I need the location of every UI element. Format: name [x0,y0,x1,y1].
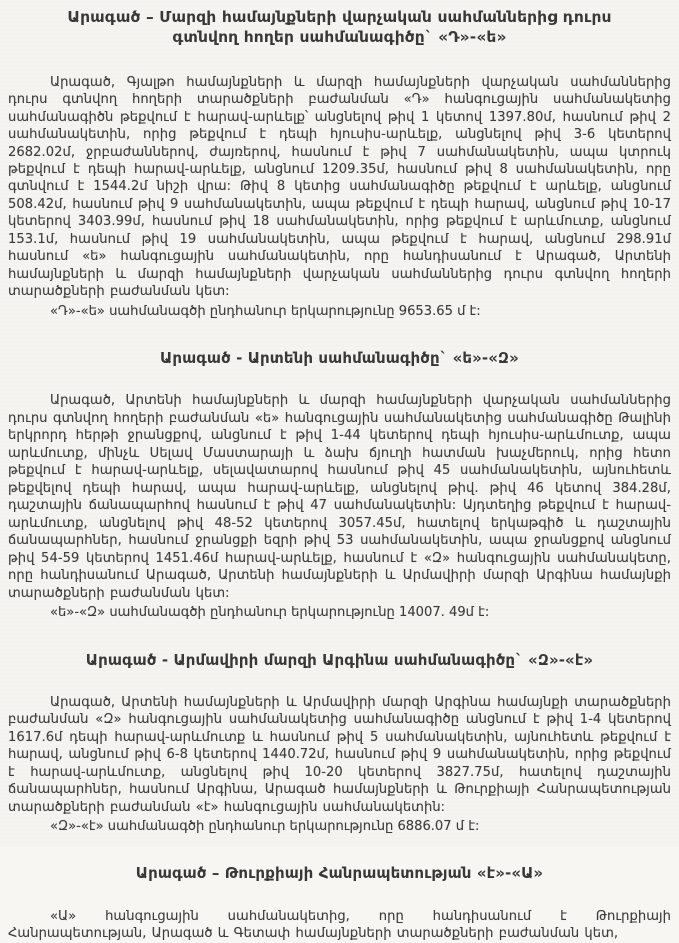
section-total-length: «ե»-«Զ» սահմանագծի ընդհանուր երկարությունը 14007. 49մ է: [50,605,490,621]
section-e-a [8,862,671,942]
section-e-z [8,347,671,621]
section-z-e [8,649,671,836]
section-paragraph: Արագած, Արտենի համայնքների և Արմավիրի մարզի Արգինա համայնքի տարածքների բաժանման «Զ» հանգուցային սահմանակետից սահմանագիծը անցնում է թիվ 1-4 կետերով 1617.6մ դեպի հարավ-արևմուտք և հասնում թիվ 5 սահմանակետին, այնուհետև թեքվում է հարավ, անցնում թիվ 6-8 կետերով 1440.72մ, հասնում թիվ 9 սահմանակետին, որից թեքվում է հարավ-արևմուտք, անցնելով թիվ 10-20 կետերով 3827.75մ, հատելով դաշտային ճանապարհներ, հասնում Արգինա, Արագած համայնքների և Թուրքիայի Հանրապետության տարածքների բաժանման «է» հանգուցային սահմանակետին: [8,694,671,815]
section-heading: Արագած - Արտենի սահմանագիծը` «ե»-«Զ» [160,349,519,368]
section-heading: Արագած – Թուրքիայի Հանրապետության «է»-«Ա» [135,864,544,883]
section-paragraph: Արագած, Գյալթո համայնքների և մարզի համայնքների վարչական սահմաններից դուրս գտնվող հողերի տարածքների բաժանման «Դ» հանգուցային սահմանակետից սահմանագիծն թեքվում է հարավ-արևելք՝ անցնելով թիվ 1 կետով 1397.80մ, հասնում թիվ 2 սահմանակետին, որից թեքվում է դեպի հյուսիս-արևելք, անցնելով թիվ 3-6 կետերով 2682.02մ, ջրբաժաններով, ժայռերով, հասնում է թիվ 7 սահմանակետին, ապա կտրուկ թեքվում է դեպի հարավ-արևելք, անցնում 1209.35մ, հասնում թիվ 8 սահմանակետին, որը գտնվում է 1544.2մ նիշի վրա: Թիվ 8 կետից սահմանագիծը թեքվում է արևելք, անցնում 508.42մ, հասնում թիվ 9 սահմանակետին, ապա թեքվում է դեպի հարավ, անցնում թիվ 10-17 կետերով 3403.99մ, հասնում թիվ 18 սահմանակետին, որից թեքվում է արևմուտք, անցնում 153.1մ, հասնում թիվ 19 սահմանակետին, ապա թեքվում է հարավ, անցնում 298.91մ հասնում «ե» հանգուցային սահմանակետին, որը հանդիսանում է Արագած, Արտենի համայնքների և մարզի համայնքների վարչական սահմաններից դուրս գտնվող հողերի տարածքների բաժանման կետ: [8,74,671,300]
section-d-e [8,6,671,320]
section-heading: Արագած – Մարզի համայնքների վարչական սահմաններից դուրս գտնվող հողեր սահմանագիծը` «Դ»-«ե» [67,8,612,46]
section-paragraph: «Ա» հանգուցային սահմանակետից, որը հանդիսանում է Թուրքիայի Հանրապետության, Արագած և Գետափ համայնքների տարածքների բաժանման կետ, [8,908,671,942]
section-heading: Արագած - Արմավիրի մարզի Արգինա սահմանագիծը` «Զ»-«է» [85,650,594,669]
section-total-length: «Զ»-«է» սահմանագծի ընդհանուր երկարությունը 6886.07 մ է: [50,818,480,834]
section-paragraph: Արագած, Արտենի համայնքների և մարզի համայնքների վարչական սահմաններից դուրս գտնվող հողերի բաժանման «ե» հանգուցային սահմանակետից սահմանագիծը Թալինի երկրորդ հերթի ջրանցքով, անցնում է թիվ 1-44 կետերով դեպի հյուսիս-արևմուտք, ապա արևմուտք, մինչև Սելավ Մաստարայի և ձախ ճյուղի հատման խաչմերուկ, որից հետո թեքվում է հարավ-արևելք, սելավատարով հասնում թիվ 45 սահմանակետին, այնուհետև թեքվելով դեպի հարավ, ապա հարավ-արևելք, անցնելով թիվ. թիվ 46 կետով 384.28մ, դաշտային ճանապարհով հասնում է թիվ 47 սահմանակետին: Այդտեղից թեքվում է հարավ-արևմուտք, անցնելով թիվ 48-52 կետերով 3057.45մ, հատելով երկաթգիծ և դաշտային ճանապարհներ, հասնում ջրանցքի եզրի թիվ 53 սահմանակետին, ապա ջրանցքով անցնում թիվ 54-59 կետերով 1451.46մ հարավ-արևելք, հասնում է «Զ» հանգուցային սահմանակետը, որը հանդիսանում Արագած, Արտենի համայնքների և Արմավիրի մարզի Արգինա համայնքի տարածքների բաժանման կետ: [8,393,671,601]
section-total-length: «Դ»-«ե» սահմանագծի ընդհանուր երկարությունը 9653.65 մ է: [50,303,481,319]
